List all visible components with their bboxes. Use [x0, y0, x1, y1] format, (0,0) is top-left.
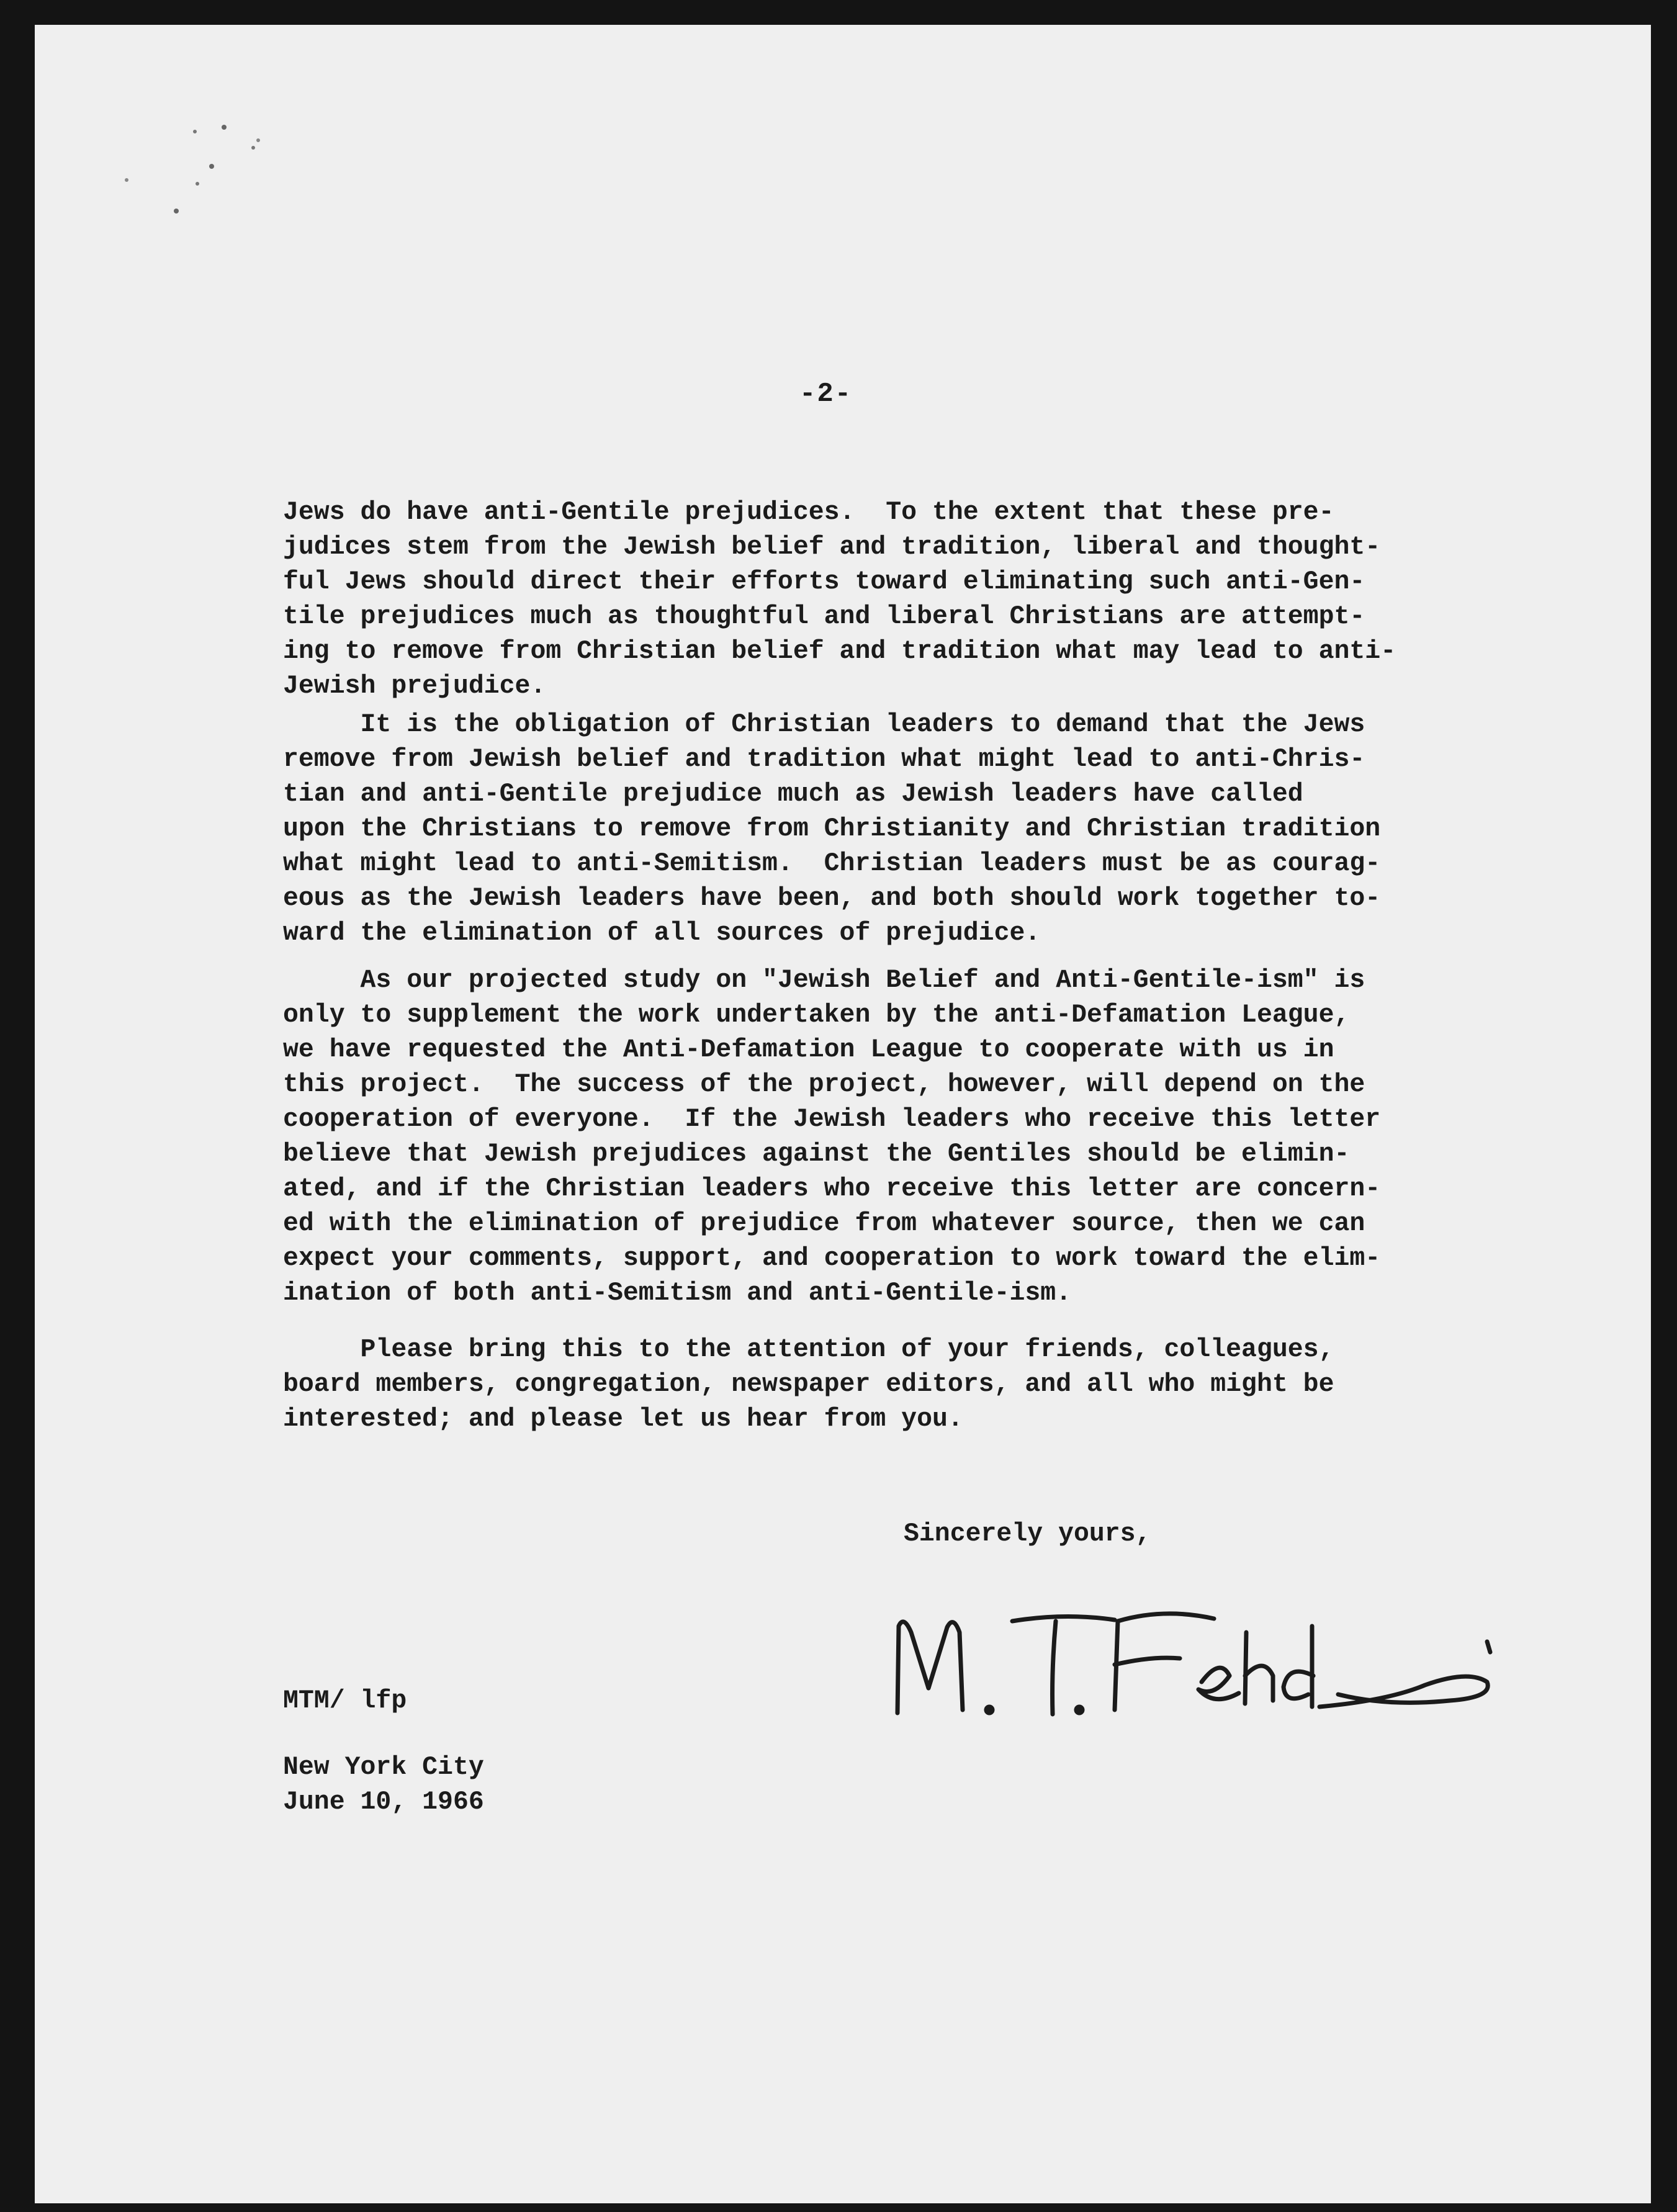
place: New York City	[283, 1753, 484, 1782]
page-number: -2-	[799, 379, 853, 410]
text-line: believe that Jewish prejudices against the Gentiles should be elimin-	[283, 1140, 1350, 1169]
text-line: what might lead to anti-Semitism. Christian leaders must be as courag-	[283, 849, 1381, 878]
text-line: board members, congregation, newspaper editors, and all who might be	[283, 1370, 1334, 1399]
text-line: we have requested the Anti-Defamation League to cooperate with us in	[283, 1035, 1334, 1064]
text-line: remove from Jewish belief and tradition what might lead to anti-Chris-	[283, 745, 1365, 774]
text-line: Please bring this to the attention of your friends, colleagues,	[283, 1335, 1334, 1364]
text-line: expect your comments, support, and cooperation to work toward the elim-	[283, 1244, 1381, 1273]
text-line: ward the elimination of all sources of prejudice.	[283, 919, 1041, 948]
text-line: only to supplement the work undertaken by the anti-Defamation League,	[283, 1000, 1350, 1030]
reference-initials: MTM/ lfp	[283, 1686, 407, 1715]
text-line: ing to remove from Christian belief and tradition what may lead to anti-	[283, 637, 1396, 666]
letter-page	[35, 25, 1651, 2203]
text-line: Jewish prejudice.	[283, 672, 546, 701]
text-line: cooperation of everyone. If the Jewish leaders who receive this letter	[283, 1105, 1381, 1134]
text-line: upon the Christians to remove from Christianity and Christian tradition	[283, 814, 1381, 843]
text-line: Jews do have anti-Gentile prejudices. To the extent that these pre-	[283, 498, 1334, 527]
place-and-date	[283, 1750, 484, 1820]
paragraph-1	[283, 495, 1462, 704]
paragraph-3	[283, 963, 1462, 1311]
text-line: eous as the Jewish leaders have been, and both should work together to-	[283, 884, 1381, 913]
text-line: ful Jews should direct their efforts toward eliminating such anti-Gen-	[283, 567, 1365, 596]
text-line: tian and anti-Gentile prejudice much as Jewish leaders have called	[283, 780, 1303, 809]
paper-specks	[35, 25, 407, 273]
text-line: As our projected study on "Jewish Belief and Anti-Gentile-ism" is	[283, 966, 1365, 995]
paragraph-4	[283, 1333, 1462, 1437]
text-line: ination of both anti-Semitism and anti-Gentile-ism.	[283, 1279, 1072, 1308]
paragraph-2	[283, 708, 1462, 951]
text-line: judices stem from the Jewish belief and tradition, liberal and thought-	[283, 533, 1381, 562]
date: June 10, 1966	[283, 1787, 484, 1817]
text-line: ed with the elimination of prejudice from whatever source, then we can	[283, 1209, 1365, 1238]
text-line: this project. The success of the project, however, will depend on the	[283, 1070, 1365, 1099]
text-line: interested; and please let us hear from you.	[283, 1405, 963, 1434]
text-line: It is the obligation of Christian leaders to demand that the Jews	[283, 710, 1365, 739]
closing: Sincerely yours,	[904, 1519, 1151, 1549]
text-line: tile prejudices much as thoughtful and liberal Christians are attempt-	[283, 602, 1365, 631]
signature	[842, 1583, 1512, 1725]
text-line: ated, and if the Christian leaders who receive this letter are concern-	[283, 1174, 1381, 1203]
